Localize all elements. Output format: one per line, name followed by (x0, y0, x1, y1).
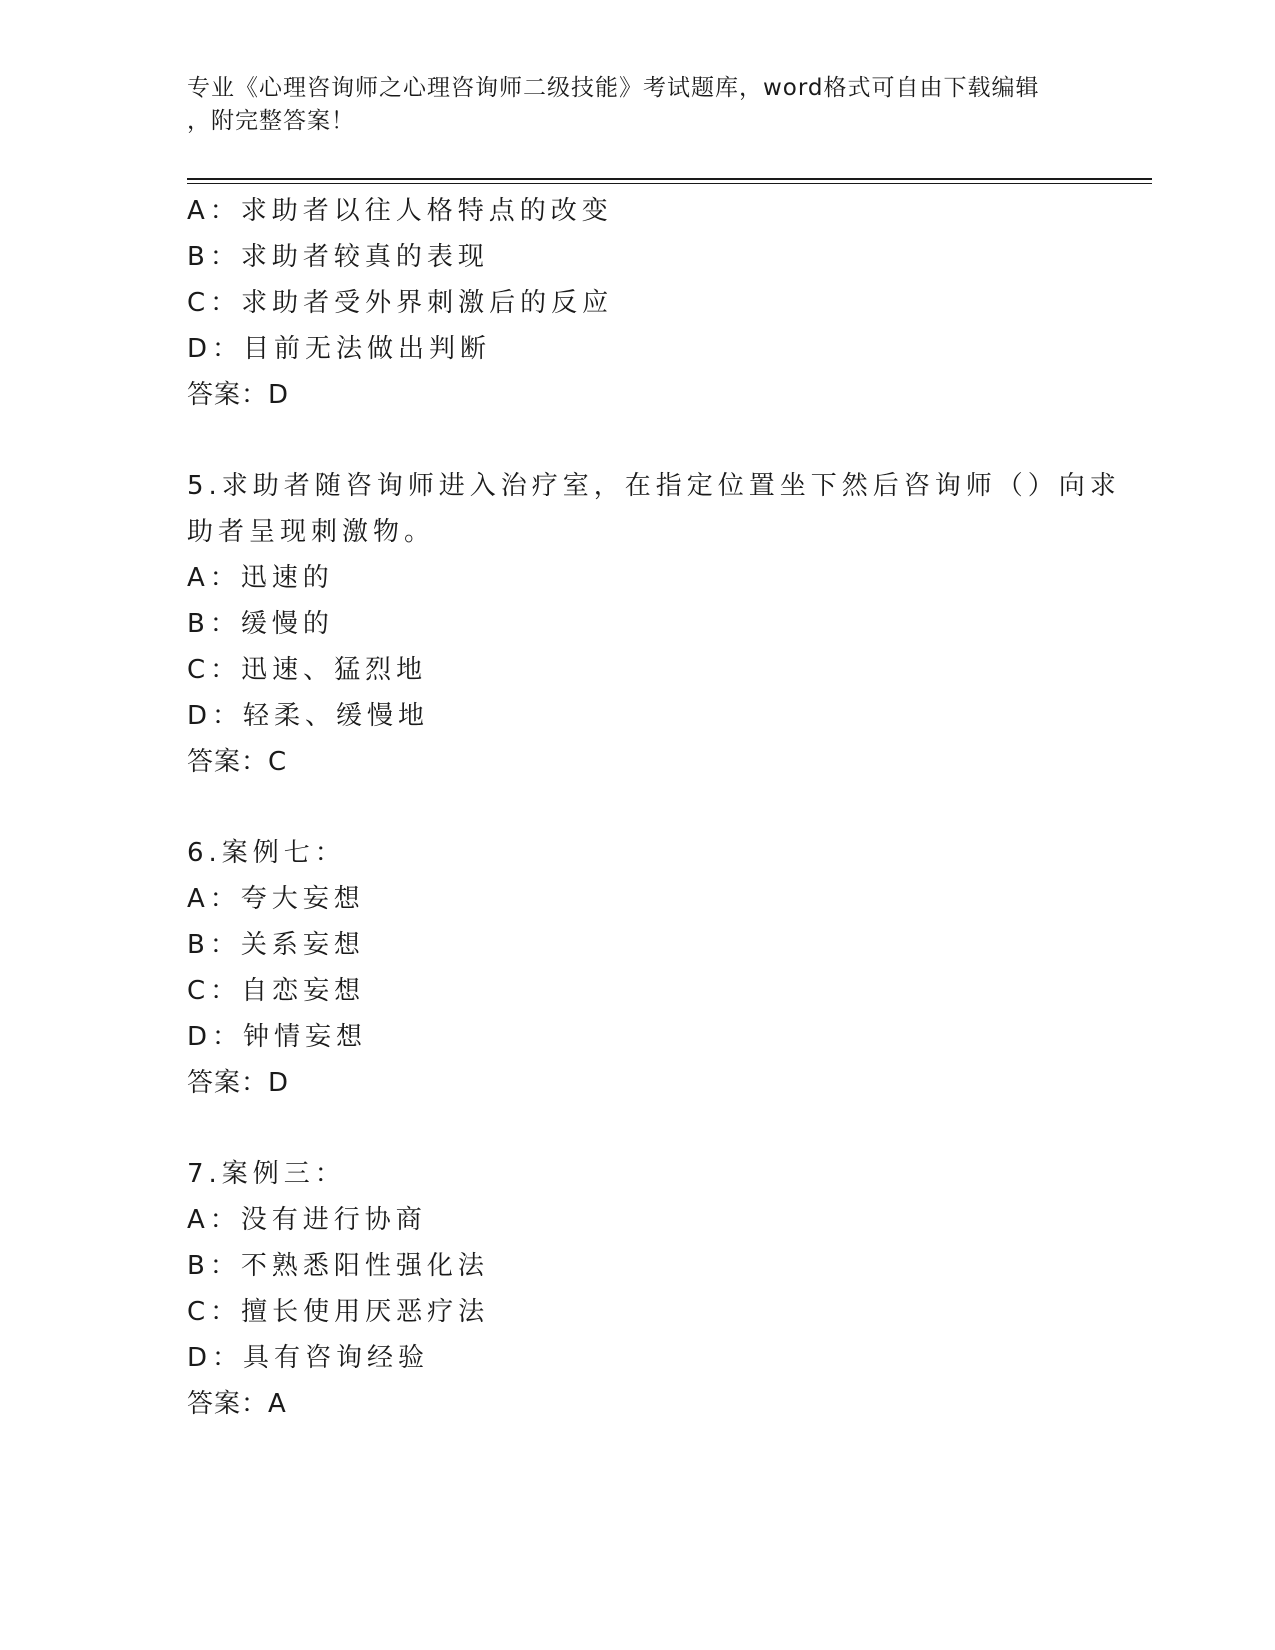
option-a: A：迅速的 (187, 563, 334, 593)
option-b: B：缓慢的 (187, 609, 334, 639)
header-line-2: ，附完整答案！ (187, 108, 355, 134)
option-d: D：具有咨询经验 (187, 1343, 430, 1373)
option-a: A：求助者以往人格特点的改变 (187, 196, 613, 226)
option-b: B：关系妄想 (187, 930, 365, 960)
option-c: C：自恋妄想 (187, 976, 366, 1006)
option-c: C：求助者受外界刺激后的反应 (187, 288, 614, 318)
option-c: C：迅速、猛烈地 (187, 655, 428, 685)
option-c: C：擅长使用厌恶疗法 (187, 1297, 490, 1327)
question-stem-line-1: 5.求助者随咨询师进入治疗室，在指定位置坐下然后咨询师（）向求 (187, 471, 1121, 501)
option-b: B：不熟悉阳性强化法 (187, 1251, 489, 1281)
header-divider-thick (187, 178, 1152, 180)
option-a: A：夸大妄想 (187, 884, 365, 914)
answer: 答案：C (187, 747, 288, 777)
option-d: D：轻柔、缓慢地 (187, 701, 430, 731)
header-line-1: 专业《心理咨询师之心理咨询师二级技能》考试题库，word格式可自由下载编辑 (187, 75, 1040, 101)
option-d: D：钟情妄想 (187, 1022, 368, 1052)
answer: 答案：D (187, 380, 290, 410)
header-divider-thin (187, 183, 1152, 184)
question-stem: 6.案例七： (187, 838, 346, 868)
option-a: A：没有进行协商 (187, 1205, 427, 1235)
question-5 (187, 463, 1121, 785)
answer: 答案：A (187, 1389, 287, 1419)
question-7 (187, 1151, 1087, 1427)
answer: 答案：D (187, 1068, 290, 1098)
question-6 (187, 830, 1087, 1106)
question-stem-line-2: 助者呈现刺激物。 (187, 517, 436, 547)
option-d: D：目前无法做出判断 (187, 334, 492, 364)
question-stem: 7.案例三： (187, 1159, 346, 1189)
question-4 (187, 188, 1087, 418)
spacer (187, 1106, 1087, 1151)
spacer (187, 418, 1087, 463)
spacer (187, 785, 1087, 830)
document-header (187, 72, 1087, 138)
question-list (187, 188, 1121, 1427)
option-b: B：求助者较真的表现 (187, 242, 489, 272)
